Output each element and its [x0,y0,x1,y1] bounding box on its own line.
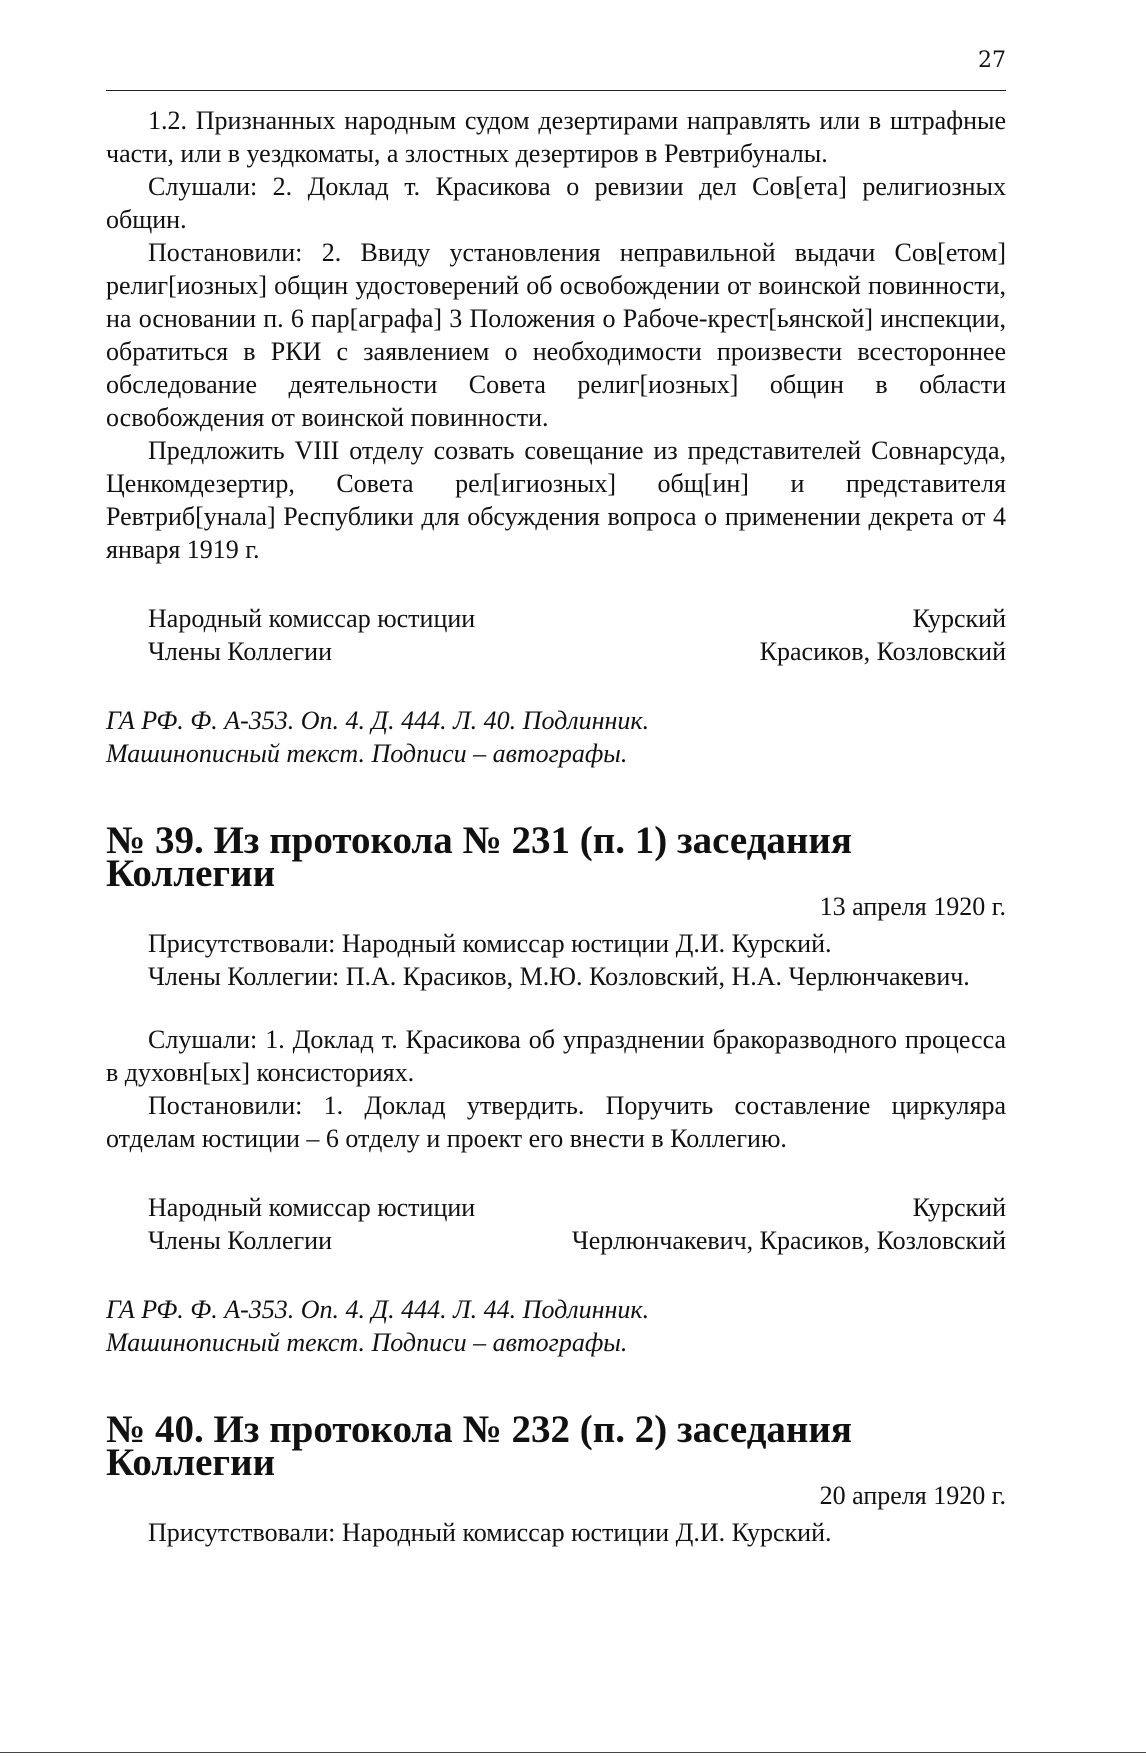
document-40 [106,1408,1006,1549]
signature-role: Члены Коллегии [148,1226,332,1255]
continued-document [106,104,1006,770]
spacer [106,770,1006,824]
signature-names: Курский [912,604,1006,633]
signature-role: Народный комиссар юстиции [148,1193,476,1222]
archive-source-note: Машинописный текст. Подписи – автографы. [106,1328,628,1357]
document-heading: № 40. Из протокола № 232 (п. 2) заседания Коллегии [106,1408,852,1484]
page-number: 27 [978,48,1006,73]
paragraph: Предложить VIII отделу созвать совещание из представителей Совнарсуда, Ценкомдезертир, Совета рел[игиозных] общ[ин] и представителя Ревтриб[унала] Республики для обсуждения вопроса о применении декрета от 4 января 1919 г. [106,436,1006,564]
attendance-line: Присутствовали: Народный комиссар юстиции Д.И. Курский. [148,1518,832,1547]
archive-source: ГА РФ. Ф. А-353. Оп. 4. Д. 444. Л. 40. Подлинник. [106,706,650,735]
paragraph: Слушали: 2. Доклад т. Красикова о ревизии дел Сов[ета] религиозных общин. [106,172,1006,234]
attendance-line: Присутствовали: Народный комиссар юстиции Д.И. Курский. [148,929,832,958]
page-content [106,104,1006,1549]
document-date: 20 апреля 1920 г. [819,1481,1006,1510]
document-39 [106,819,1006,1359]
signature-names: Курский [912,1193,1006,1222]
signature-line [106,635,1006,668]
paragraph: Слушали: 1. Доклад т. Красикова об упразднении бракоразводного процесса в духовн[ых] консисториях. [106,1025,1006,1087]
header-rule [106,90,1006,91]
archive-source-note: Машинописный текст. Подписи – автографы. [106,739,628,768]
signature-names: Красиков, Козловский [759,637,1006,666]
signature-role: Народный комиссар юстиции [148,604,476,633]
document-date: 13 апреля 1920 г. [819,892,1006,921]
document-heading: № 39. Из протокола № 231 (п. 1) заседания Коллегии [106,819,852,895]
bottom-edge-line [0,1752,1146,1753]
signature-names: Черлюнчакевич, Красиков, Козловский [571,1226,1006,1255]
paragraph: Постановили: 1. Доклад утвердить. Поручить составление циркуляра отделам юстиции – 6 отделу и проект его внести в Коллегию. [106,1091,1006,1153]
spacer [106,993,1006,1023]
spacer [106,566,1006,602]
spacer [106,1359,1006,1413]
spacer [106,1257,1006,1293]
attendance-line: Члены Коллегии: П.А. Красиков, М.Ю. Козловский, Н.А. Черлюнчакевич. [148,962,970,991]
archive-source: ГА РФ. Ф. А-353. Оп. 4. Д. 444. Л. 44. Подлинник. [106,1295,650,1324]
spacer [106,1155,1006,1191]
paragraph: 1.2. Признанных народным судом дезертирами направлять или в штрафные части, или в уездкоматы, а злостных дезертиров в Ревтрибуналы. [106,106,1006,168]
paragraph: Постановили: 2. Ввиду установления неправильной выдачи Сов[етом] религ[иозных] общин удостоверений об освобождении от воинской повинности, на основании п. 6 пар[аграфа] 3 Положения о Рабоче-крест[ьянской] инспекции, обратиться в РКИ с заявлением о необходимости произвести всестороннее обследование деятельности Совета религ[иозных] общин в области освобождения от воинской повинности. [106,238,1006,432]
signature-line [106,1224,1006,1257]
signature-line [106,602,1006,635]
signature-role: Члены Коллегии [148,637,332,666]
spacer [106,668,1006,704]
signature-line [106,1191,1006,1224]
